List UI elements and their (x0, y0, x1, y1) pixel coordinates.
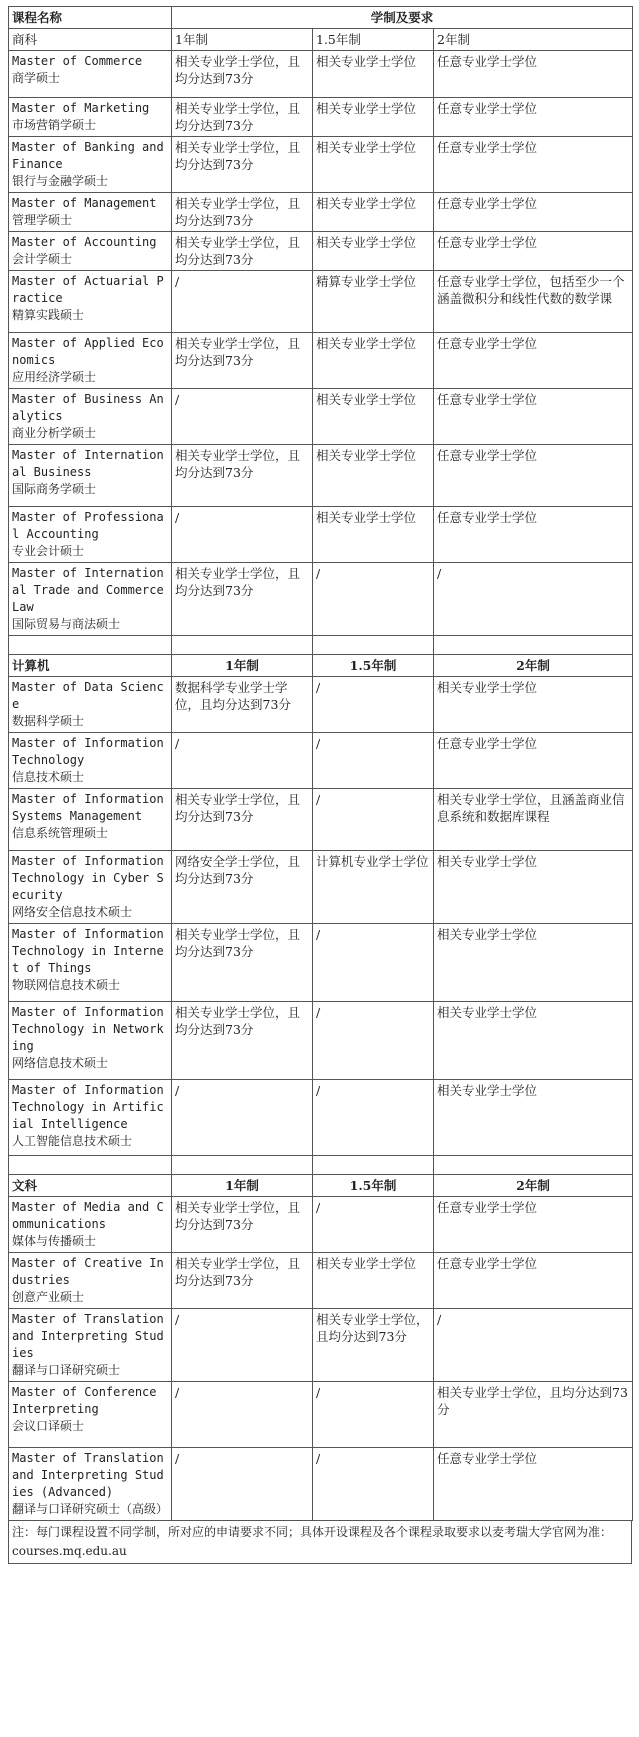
spacer-row (9, 1156, 633, 1175)
column-header: 2年制 (434, 655, 633, 677)
column-header: 1.5年制 (313, 655, 434, 677)
course-name-cell (9, 563, 172, 636)
requirement-cell: / (313, 1382, 434, 1448)
column-header: 1年制 (172, 29, 313, 51)
spacer-cell (434, 1156, 633, 1175)
requirement-cell: / (172, 507, 313, 563)
course-name-cell (9, 507, 172, 563)
table-row (9, 1309, 633, 1382)
footnote: 注：每门课程设置不同学制，所对应的申请要求不同；具体开设课程及各个课程录取要求以麦考瑞大学官网为准：courses.mq.edu.au (8, 1521, 632, 1564)
requirement-cell: 任意专业学士学位 (434, 333, 633, 389)
table-row (9, 1197, 633, 1253)
requirement-cell: 相关专业学士学位 (313, 1253, 434, 1309)
course-name-cell (9, 445, 172, 507)
course-name-cell (9, 924, 172, 1002)
requirement-cell: 相关专业学士学位，且均分达到73分 (172, 563, 313, 636)
section-name: 计算机 (9, 655, 172, 677)
course-name-cell (9, 1382, 172, 1448)
course-name-cell (9, 232, 172, 271)
course-name-cell (9, 1253, 172, 1309)
course-name-cn: 应用经济学硕士 (12, 370, 97, 384)
course-name-cn: 翻译与口译研究硕士（高级） (12, 1502, 169, 1516)
course-name-en: Master of Creative Industries (12, 1256, 164, 1287)
course-name-en: Master of Information Technology in Artificial Intelligence (12, 1083, 164, 1131)
table-row (9, 1382, 633, 1448)
table-row (9, 271, 633, 333)
requirement-cell: 相关专业学士学位，且均分达到73分 (172, 193, 313, 232)
requirement-cell: 相关专业学士学位，且涵盖商业信息系统和数据库课程 (434, 789, 633, 851)
table-row (9, 445, 633, 507)
course-name-en: Master of Information Technology in Networking (12, 1005, 164, 1053)
course-name-en: Master of Applied Economics (12, 336, 164, 367)
requirement-cell: / (313, 1197, 434, 1253)
requirement-cell: 相关专业学士学位，且均分达到73分 (313, 1309, 434, 1382)
course-name-cell (9, 137, 172, 193)
requirement-cell: 相关专业学士学位 (313, 98, 434, 137)
requirement-cell: 相关专业学士学位，且均分达到73分 (172, 789, 313, 851)
requirement-cell: 相关专业学士学位 (313, 389, 434, 445)
course-name-cn: 专业会计硕士 (12, 544, 85, 558)
course-name-cn: 会议口译硕士 (12, 1419, 85, 1433)
course-name-cn: 物联网信息技术硕士 (12, 978, 121, 992)
course-name-cell (9, 389, 172, 445)
course-name-en: Master of International Trade and Commerce Law (12, 566, 164, 614)
course-name-cn: 商业分析学硕士 (12, 426, 97, 440)
course-name-cell (9, 1080, 172, 1156)
requirement-cell: 相关专业学士学位，且均分达到73分 (172, 1197, 313, 1253)
requirement-cell: / (172, 389, 313, 445)
table-row (9, 51, 633, 98)
course-name-cell (9, 1002, 172, 1080)
course-name-cn: 商学硕士 (12, 71, 61, 85)
section-name: 文科 (9, 1175, 172, 1197)
course-name-en: Master of Marketing (12, 101, 150, 115)
requirement-cell: / (313, 563, 434, 636)
table-row (9, 1253, 633, 1309)
table-row (9, 98, 633, 137)
course-name-en: Master of Professional Accounting (12, 510, 164, 541)
requirement-cell: 任意专业学士学位 (434, 507, 633, 563)
course-name-cn: 信息系统管理硕士 (12, 826, 109, 840)
requirement-cell: 相关专业学士学位 (313, 333, 434, 389)
course-name-en: Master of Business Analytics (12, 392, 164, 423)
requirement-cell: / (434, 1309, 633, 1382)
requirement-cell: 相关专业学士学位 (434, 677, 633, 733)
course-name-en: Master of Commerce (12, 54, 143, 68)
requirement-cell: 任意专业学士学位 (434, 137, 633, 193)
requirement-cell: 相关专业学士学位，且均分达到73分 (172, 98, 313, 137)
requirements-table (8, 6, 633, 1521)
course-name-cn: 会计学硕士 (12, 252, 73, 266)
course-name-en: Master of Actuarial Practice (12, 274, 164, 305)
column-header: 1.5年制 (313, 1175, 434, 1197)
course-name-header: 课程名称 (9, 7, 172, 29)
requirement-cell: 任意专业学士学位 (434, 51, 633, 98)
requirement-cell: 任意专业学士学位 (434, 193, 633, 232)
table-row (9, 789, 633, 851)
course-name-en: Master of Media and Communications (12, 1200, 164, 1231)
table-row (9, 851, 633, 924)
requirement-cell: 任意专业学士学位，包括至少一个涵盖微积分和线性代数的数学课 (434, 271, 633, 333)
table-row (9, 563, 633, 636)
requirement-cell: 相关专业学士学位 (434, 1002, 633, 1080)
requirement-cell: 网络安全学士学位，且均分达到73分 (172, 851, 313, 924)
requirement-cell: 任意专业学士学位 (434, 1448, 633, 1521)
requirement-cell: 相关专业学士学位，且均分达到73分 (172, 51, 313, 98)
requirement-cell: 任意专业学士学位 (434, 445, 633, 507)
course-name-cell (9, 851, 172, 924)
requirement-cell: 相关专业学士学位 (313, 137, 434, 193)
requirement-cell: / (313, 733, 434, 789)
requirement-cell: / (172, 1309, 313, 1382)
header-row (9, 7, 633, 29)
course-name-cell (9, 733, 172, 789)
table-row (9, 677, 633, 733)
course-name-en: Master of Banking and Finance (12, 140, 164, 171)
course-name-cn: 银行与金融学硕士 (12, 174, 109, 188)
requirement-cell: / (313, 789, 434, 851)
requirement-cell: / (172, 1080, 313, 1156)
requirement-cell: 相关专业学士学位，且均分达到73分 (172, 924, 313, 1002)
table-row (9, 1448, 633, 1521)
requirement-cell: / (172, 1448, 313, 1521)
course-name-cell (9, 1197, 172, 1253)
section-header-row (9, 1175, 633, 1197)
course-name-cell (9, 1448, 172, 1521)
spacer-cell (313, 1156, 434, 1175)
table-row (9, 924, 633, 1002)
section-header-row (9, 29, 633, 51)
requirement-cell: 任意专业学士学位 (434, 1197, 633, 1253)
requirement-cell: / (434, 563, 633, 636)
table-row (9, 232, 633, 271)
requirement-cell: 相关专业学士学位 (313, 232, 434, 271)
course-name-en: Master of Data Science (12, 680, 164, 711)
requirement-cell: / (313, 1448, 434, 1521)
requirement-cell: 计算机专业学士学位 (313, 851, 434, 924)
requirement-cell: 任意专业学士学位 (434, 733, 633, 789)
table-row (9, 333, 633, 389)
section-header-row (9, 655, 633, 677)
table-row (9, 1080, 633, 1156)
requirement-cell: 数据科学专业学士学位，且均分达到73分 (172, 677, 313, 733)
course-name-en: Master of Conference Interpreting (12, 1385, 157, 1416)
course-name-cn: 媒体与传播硕士 (12, 1234, 97, 1248)
column-header: 2年制 (434, 29, 633, 51)
course-name-en: Master of Management (12, 196, 157, 210)
requirement-cell: 相关专业学士学位 (313, 445, 434, 507)
requirement-cell: 相关专业学士学位 (434, 1080, 633, 1156)
course-name-cn: 国际贸易与商法硕士 (12, 617, 121, 631)
requirement-cell: 任意专业学士学位 (434, 1253, 633, 1309)
course-name-cell (9, 51, 172, 98)
course-name-cn: 管理学硕士 (12, 213, 73, 227)
requirement-cell: 相关专业学士学位，且均分达到73分 (172, 445, 313, 507)
table-row (9, 137, 633, 193)
column-header: 1年制 (172, 1175, 313, 1197)
spacer-cell (9, 636, 172, 655)
course-name-en: Master of Information Technology (12, 736, 164, 767)
column-header: 2年制 (434, 1175, 633, 1197)
course-name-en: Master of Information Technology in Internet of Things (12, 927, 164, 975)
requirement-cell: 相关专业学士学位，且均分达到73分 (172, 1253, 313, 1309)
requirement-cell: 相关专业学士学位，且均分达到73分 (434, 1382, 633, 1448)
course-name-cn: 网络信息技术硕士 (12, 1056, 109, 1070)
course-name-cn: 市场营销学硕士 (12, 118, 97, 132)
spacer-cell (313, 636, 434, 655)
requirement-cell: 相关专业学士学位 (313, 51, 434, 98)
course-name-en: Master of Translation and Interpreting Studies (Advanced) (12, 1451, 164, 1499)
table-row (9, 733, 633, 789)
course-name-cn: 信息技术硕士 (12, 770, 85, 784)
requirement-cell: / (172, 733, 313, 789)
section-name: 商科 (9, 29, 172, 51)
course-name-cn: 翻译与口译研究硕士 (12, 1363, 121, 1377)
table-row (9, 193, 633, 232)
course-name-en: Master of Translation and Interpreting Studies (12, 1312, 164, 1360)
course-name-en: Master of Information Technology in Cyber Security (12, 854, 164, 902)
course-name-cell (9, 333, 172, 389)
requirement-cell: 相关专业学士学位 (313, 193, 434, 232)
requirement-cell: / (172, 1382, 313, 1448)
requirement-cell: 任意专业学士学位 (434, 232, 633, 271)
requirement-cell: / (313, 1002, 434, 1080)
requirement-cell: 相关专业学士学位，且均分达到73分 (172, 137, 313, 193)
course-name-cell (9, 271, 172, 333)
course-name-cell (9, 193, 172, 232)
course-name-en: Master of International Business (12, 448, 164, 479)
requirement-cell: / (313, 924, 434, 1002)
requirement-cell: / (313, 677, 434, 733)
spacer-row (9, 636, 633, 655)
spacer-cell (172, 1156, 313, 1175)
course-name-cn: 精算实践硕士 (12, 308, 85, 322)
requirement-cell: 相关专业学士学位，且均分达到73分 (172, 232, 313, 271)
requirement-cell: 相关专业学士学位 (434, 851, 633, 924)
course-name-cell (9, 1309, 172, 1382)
column-header: 1年制 (172, 655, 313, 677)
spacer-cell (9, 1156, 172, 1175)
system-requirements-header: 学制及要求 (172, 7, 633, 29)
requirement-cell: 精算专业学士学位 (313, 271, 434, 333)
course-name-cell (9, 789, 172, 851)
table-row (9, 389, 633, 445)
requirement-cell: 相关专业学士学位 (434, 924, 633, 1002)
course-name-en: Master of Information Systems Management (12, 792, 164, 823)
course-name-cn: 国际商务学硕士 (12, 482, 97, 496)
requirement-cell: 任意专业学士学位 (434, 98, 633, 137)
requirement-cell: 相关专业学士学位，且均分达到73分 (172, 1002, 313, 1080)
table-row (9, 1002, 633, 1080)
course-name-cell (9, 677, 172, 733)
course-name-cell (9, 98, 172, 137)
requirement-cell: / (313, 1080, 434, 1156)
requirement-cell: / (172, 271, 313, 333)
requirement-cell: 相关专业学士学位 (313, 507, 434, 563)
requirement-cell: 相关专业学士学位，且均分达到73分 (172, 333, 313, 389)
course-name-cn: 创意产业硕士 (12, 1290, 85, 1304)
spacer-cell (434, 636, 633, 655)
table-row (9, 507, 633, 563)
column-header: 1.5年制 (313, 29, 434, 51)
course-name-cn: 数据科学硕士 (12, 714, 85, 728)
course-name-cn: 人工智能信息技术硕士 (12, 1134, 133, 1148)
course-name-en: Master of Accounting (12, 235, 157, 249)
requirement-cell: 任意专业学士学位 (434, 389, 633, 445)
spacer-cell (172, 636, 313, 655)
course-name-cn: 网络安全信息技术硕士 (12, 905, 133, 919)
